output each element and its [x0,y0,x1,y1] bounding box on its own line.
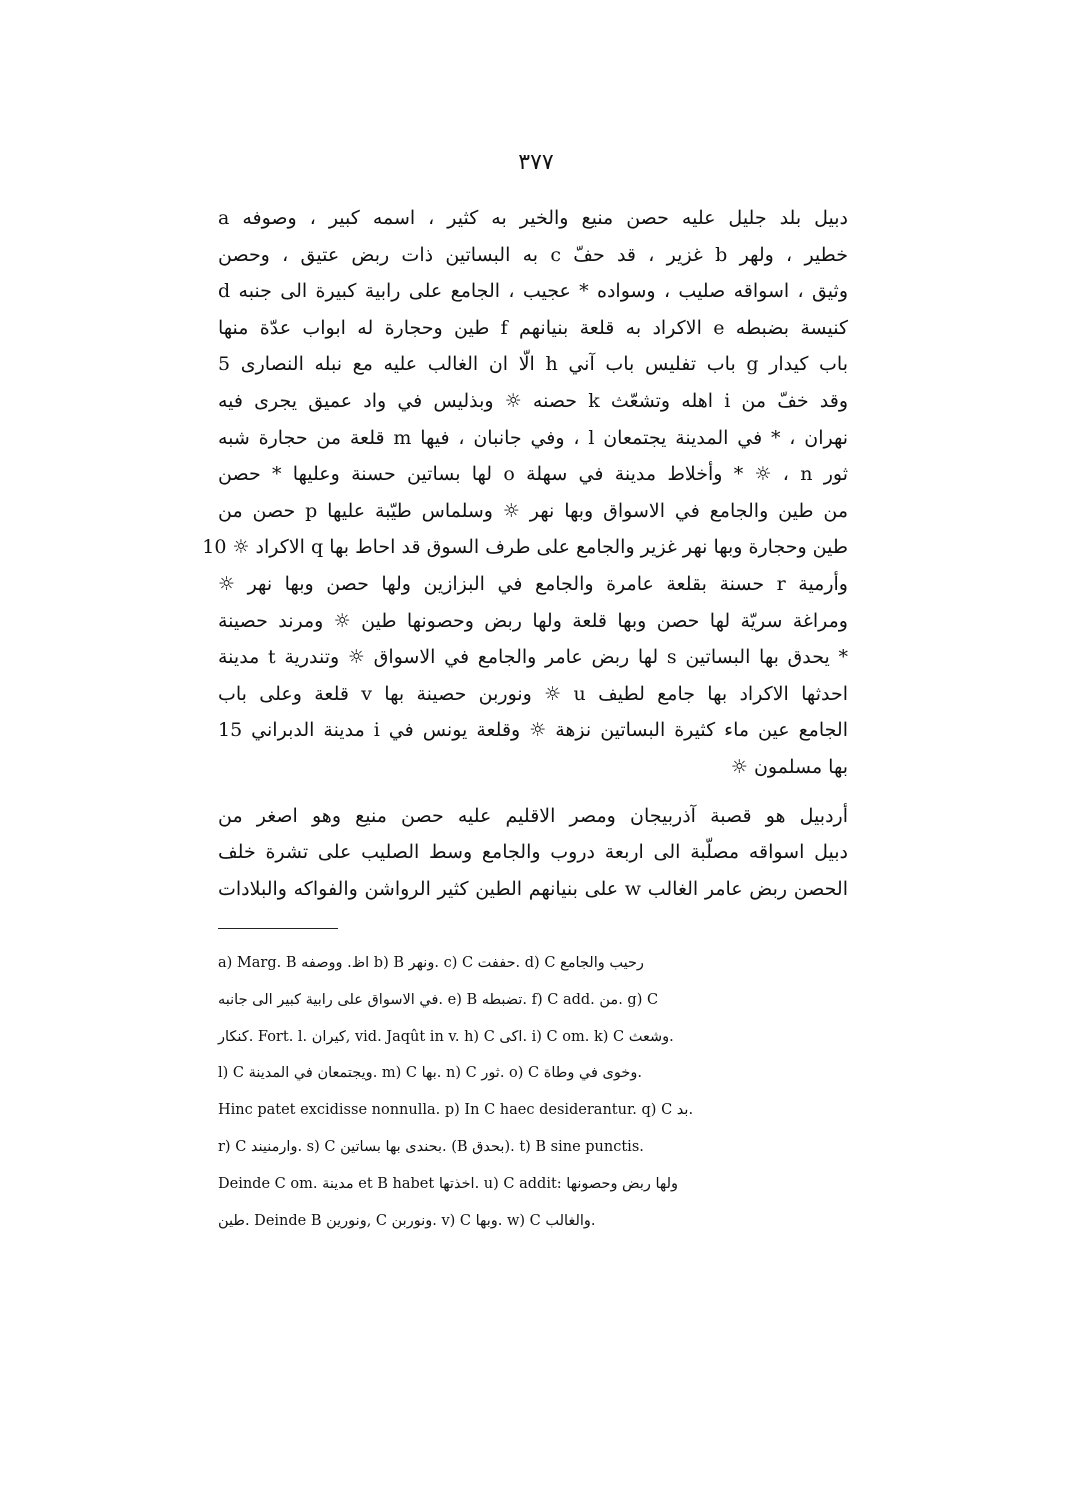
text-line: أردبيل هو قصبة آذربيجان ومصر الاقليم عليه حصن منيع وهو اصغر من [218,804,848,827]
text-line: وثيق ، اسواقه صليب ، وسواده * عجيب ، الجامع على رابية كبيرة الى جنبه d [218,280,848,303]
footnote-line: في الاسواق على رابية كبير الى جانبه. e) B تضبطه. f) C add. من. g) C [218,991,659,1008]
text-line: ومراغة سريّة لها حصن وبها قلعة ولها ربض وحصونها طين ☼ ومرند حصينة [218,609,848,632]
text-line: احدثها الاكراد بها جامع لطيف u ☼ ونوربن حصينة بها v قلعة وعلى باب [218,682,848,705]
footnote-line: Deinde C om. مدينة et B habet اخذتها. u) C addit: ولها ربض وحصونها [218,1175,678,1192]
text-line: نهران ، * في المدينة يجتمعان l ، وفي جانبان ، فيها m قلعة من حجارة شبه [218,426,849,449]
footnote-line: r) C وارمنيند. s) C بحندى بها بساتين. (B بحدق). t) B sine punctis. [218,1138,644,1155]
text-line: دبيل اسواقه مصلّبة الى اربعة دروب والجامع وسط الصليب على تشرة خلف [218,841,848,864]
text-line: ثور n ، ☼ * وأخلاط مدينة في سهلة o لها بساتين حسنة وعليها * حصن [218,463,848,486]
paragraph-gap [218,786,848,798]
text-line: بها مسلمون ☼ [730,755,848,778]
footnote-line: l) C ويجتمعان في المدينة. m) C بها. n) C ثور. o) C وخوى في وطاة. [218,1065,642,1082]
footnote-line: a) Marg. B اظ. ووصفه b) B ونهر. c) C حففت. d) C رحيب والجامع [218,955,644,971]
footnote-line: Hinc patet excidisse nonnulla. p) In C haec desiderantur. q) C بد. [218,1102,694,1119]
text-line: دبيل بلد جليل عليه حصن منيع والخير به كثير ، اسمه كبير ، وصوفه a [218,207,848,229]
footnote-divider [218,928,338,929]
text-line: وأرمية r حسنة بقلعة عامرة والجامع في البزازين ولها حصن وبها نهر ☼ [218,572,848,595]
footnote-line: طين. Deinde B ونورين, C ونوربن. v) C وبها. w) C والغالب. [218,1212,596,1229]
text-line: وقد خفّ من i اهله وتشعّث k حصنه ☼ وبذليس في واد عميق يجرى فيه [218,389,848,412]
footnote-line: كنكار. Fort. l. كيران, vid. Jaqût in v. h) C اكى. i) C om. k) C وشعث. [218,1028,674,1045]
text-line: الجامع عين ماء كثيرة البساتين نزهة ☼ وقلعة يونس في i مدينة الدبراني 15 [218,719,848,742]
footnotes [218,945,868,1239]
page-number: ٣٧٧ [518,150,554,175]
text-line: طين وحجارة وبها نهر غزير والجامع على طرف السوق قد احاط بها q الاكراد ☼ 10 [202,536,848,559]
main-text [202,200,849,907]
text-line: خطير ، ولهر b غزير ، قد حفّ c به البساتين ذات ربض عتيق ، وحصن [218,243,848,266]
text-line: كنيسة بضبطه e الاكراد به قلعة بنيانهم f طين وحجارة له ابواب عدّة منها [218,316,849,339]
text-line: باب كيدار g باب تفليس باب آني h الّا ان الغالب عليه مع نبله النصارى 5 [218,353,848,376]
text-line: * يحدق بها البساتين s لها ربض عامر والجامع في الاسواق ☼ وتندرية t مدينة [218,646,848,669]
text-line: الحصن ربض عامر الغالب w على بنيانهم الطين كثير الرواشن والفواكه والبلادات [218,877,848,900]
text-line: من طين والجامع في الاسواق وبها نهر ☼ وسلماس طيّبة عليها p حصن من [218,499,848,522]
